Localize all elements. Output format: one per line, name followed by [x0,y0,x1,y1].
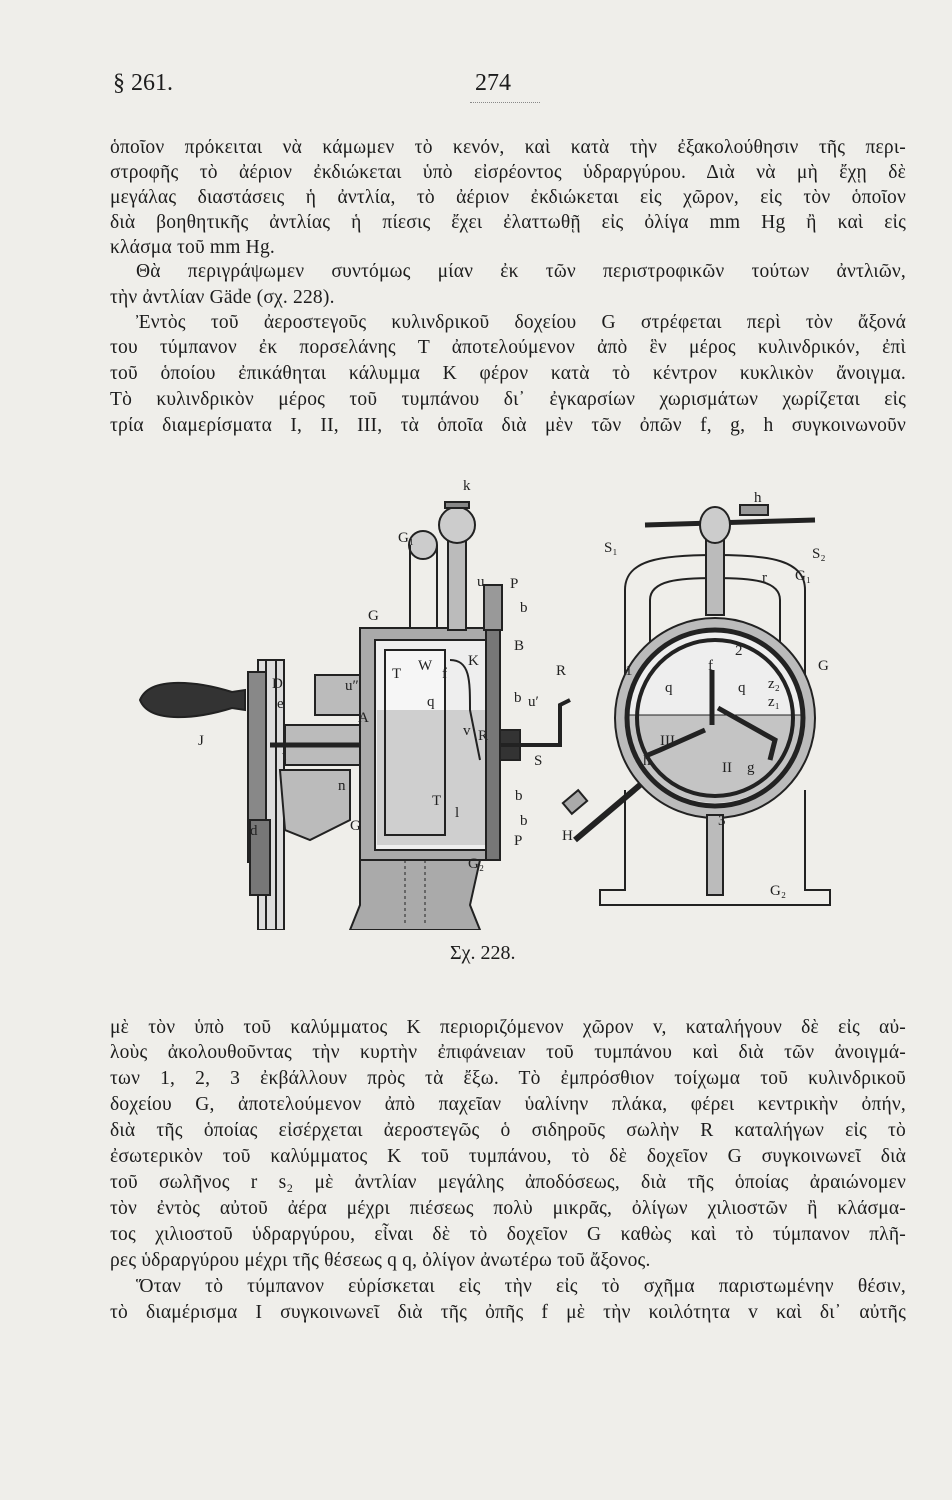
figure-label: G₁ [795,568,812,584]
text-line: κλάσμα τοῦ mm Hg. [110,237,275,258]
figure-label: d [250,823,258,839]
page-number: 274 [475,70,511,96]
figure-label: q [738,680,746,696]
figure-label: G [818,658,829,674]
figure-label: e [277,696,284,712]
text-line: ἐσωτερικὸν τοῦ καλύμματος K τοῦ τυμπάνου, τὸ δὲ δοχεῖον G συγκοινωνεῖ διὰ [110,1146,906,1167]
figure-label: G₂ [770,883,787,899]
figure-label: q [665,680,673,696]
text-line: ὁποῖον πρόκειται νὰ κάμωμεν τὸ κενόν, καὶ κατὰ τὴν ἐξακολούθησιν τῆς περι- [110,137,906,158]
figure-label: R [478,728,489,744]
text-line: λοὺς ἀκολουθοῦντας τὴν κυρτὴν ἐπιφάνειαν τοῦ τυμπάνου καὶ διὰ τῶν ἀνοιγμά- [110,1042,906,1063]
text-line: ρες ὑδραργύρου μέχρι τῆς θέσεως q q, ὀλίγον ἀνωτέρω τοῦ ἄξονος. [110,1250,651,1271]
left-drawing-section-view [140,502,570,930]
figure-label: u [477,574,485,590]
figure-label: g [747,760,755,776]
figure-label: l [455,805,460,821]
text-line: τοῦ σωλῆνος r s₂ μὲ ἀντλίαν μεγάλης ἀποδόσεως, διὰ τῆς ὁποίας ἀραιώνομεν [110,1172,906,1193]
figure-label: I [710,688,715,704]
figure-label: b [514,690,522,706]
figure-label: 2 [735,643,743,659]
figure-label: G₁ [398,530,415,546]
figure-label: T [432,793,442,809]
text-line: στροφῆς τὸ ἀέριον ἐκδιώκεται ὑπὸ εἰσρέοντος ὑδραργύρου. Διὰ νὰ μὴ ἔχῃ δὲ [110,162,906,183]
figure-label: h [754,490,762,506]
figure-label: S₁ [604,540,618,556]
text-line: του τύμπανον ἐκ πορσελάνης T ἀποτελούμενον ἀπὸ ἓν μέρος κυλινδρικόν, ἐπὶ [110,337,906,358]
figure-label: R [556,663,567,679]
text-line: δοχείου G, ἀποτελούμενον ἀπὸ παχεῖαν ὑαλίνην πλάκα, φέρει κεντρικὴν ὀπήν, [110,1094,906,1115]
figure-label: k [463,478,471,494]
figure-label: f [442,666,447,682]
text-line: διὰ βοηθητικῆς ἀντλίας ἡ πίεσις ἔχει ἐλαττωθῇ εἰς ὀλίγα mm Hg ἢ καὶ εἰς [110,212,906,233]
text-line: τος χιλιοστοῦ ὑδραργύρου, εἶναι δὲ τὸ δοχεῖον G καθὼς καὶ τὸ τύμπανον πλῆ- [110,1224,906,1245]
figure-label: h [643,753,651,769]
figure-label: K [468,653,479,669]
text-line: τὸν ἐντὸς αὐτοῦ ἀέρα μέχρι πιέσεως πολὺ μικρᾶς, ὀλίγων χιλιοστῶν ἢ κλάσμα- [110,1198,906,1219]
text-line: τὴν ἀντλίαν Gäde (σχ. 228). [110,287,335,308]
figure-label: P [510,576,519,592]
figure-label: G₂ [468,856,485,872]
figure-caption: Σχ. 228. [450,942,516,964]
text-line: Τὸ κυλινδρικὸν μέρος τοῦ τυμπάνου δι᾽ ἐγκαρσίων χωρισμάτων χωρίζεται εἰς [110,389,906,410]
text-line: τοῦ ὁποίου ἐπικάθηται κάλυμμα K φέρον κατὰ τὸ κέντρον κυκλικὸν ἄνοιγμα. [110,363,906,384]
text-line: μεγάλας διαστάσεις ἡ ἀντλία, τὸ ἀέριον ἐκδιώκεται εἰς χῶρον, εἰς τὸν ὁποῖον [110,187,906,208]
figure-label: u′ [528,694,539,710]
figure-label: D [272,676,283,692]
right-drawing-front-view [563,505,830,905]
figure-label: H [562,828,573,844]
figure-label: B [514,638,525,654]
figure-label: n [338,778,346,794]
figure-label: 3 [718,813,726,829]
figure-label: S [534,753,543,769]
figure-label: b [520,813,528,829]
figure-label: T [392,666,402,682]
figure-label: P [514,833,523,849]
figure-label: v [463,723,471,739]
text-line: των 1, 2, 3 ἐκβάλλουν πρὸς τὰ ἔξω. Τὸ ἐμπρόσθιον τοίχωμα τοῦ κυλινδρικοῦ [110,1068,906,1089]
text-line: τὸ διαμέρισμα I συγκοινωνεῖ διὰ τῆς ὀπῆς f μὲ τὴν κοιλότητα v καὶ δι᾽ αὐτῆς [110,1302,906,1323]
text-line: τρία διαμερίσματα I, II, III, τὰ ὁποῖα διὰ μὲν τῶν ὀπῶν f, g, h συγκοινωνοῦν [110,415,906,436]
text-line: μὲ τὸν ὑπὸ τοῦ καλύμματος K περιοριζόμενον χῶρον v, καταλήγουν δὲ εἰς αὐ- [110,1017,906,1038]
figure-label: u″ [345,678,359,694]
figure-label: A [358,710,369,726]
figure-label: III [660,733,675,749]
figure-label: S₂ [812,546,826,562]
figure-label: W [418,658,433,674]
figure-label: b [515,788,523,804]
figure-gaede-pump [0,460,952,930]
page-number-rule [470,102,540,103]
text-line: διὰ τῆς ὁποίας εἰσέρχεται ἀεροστεγῶς ὁ σιδηροῦς σωλὴν R καταλήγων εἰς τὸ [110,1120,906,1141]
figure-label: r [762,570,767,586]
text-line: Θὰ περιγράψωμεν συντόμως μίαν ἐκ τῶν περιστροφικῶν τούτων ἀντλιῶν, [136,261,906,282]
figure-label: II [722,760,732,776]
figure-label: z₁ [768,694,780,710]
figure-label: b [520,600,528,616]
figure-label: 1 [625,663,633,679]
figure-label: G [368,608,379,624]
section-number: § 261. [113,70,173,96]
figure-label: G [350,818,361,834]
text-line: Ὅταν τὸ τύμπανον εὑρίσκεται εἰς τὴν εἰς τὸ σχῆμα παριστωμένην θέσιν, [136,1276,906,1297]
figure-label: J [198,733,204,749]
figure-label: z₂ [768,676,780,692]
text-line: Ἐντὸς τοῦ ἀεροστεγοῦς κυλινδρικοῦ δοχείου G στρέφεται περὶ τὸν ἄξονά [136,312,906,333]
figure-label: f [708,658,713,674]
figure-label: t [282,748,287,764]
figure-label: q [427,694,435,710]
